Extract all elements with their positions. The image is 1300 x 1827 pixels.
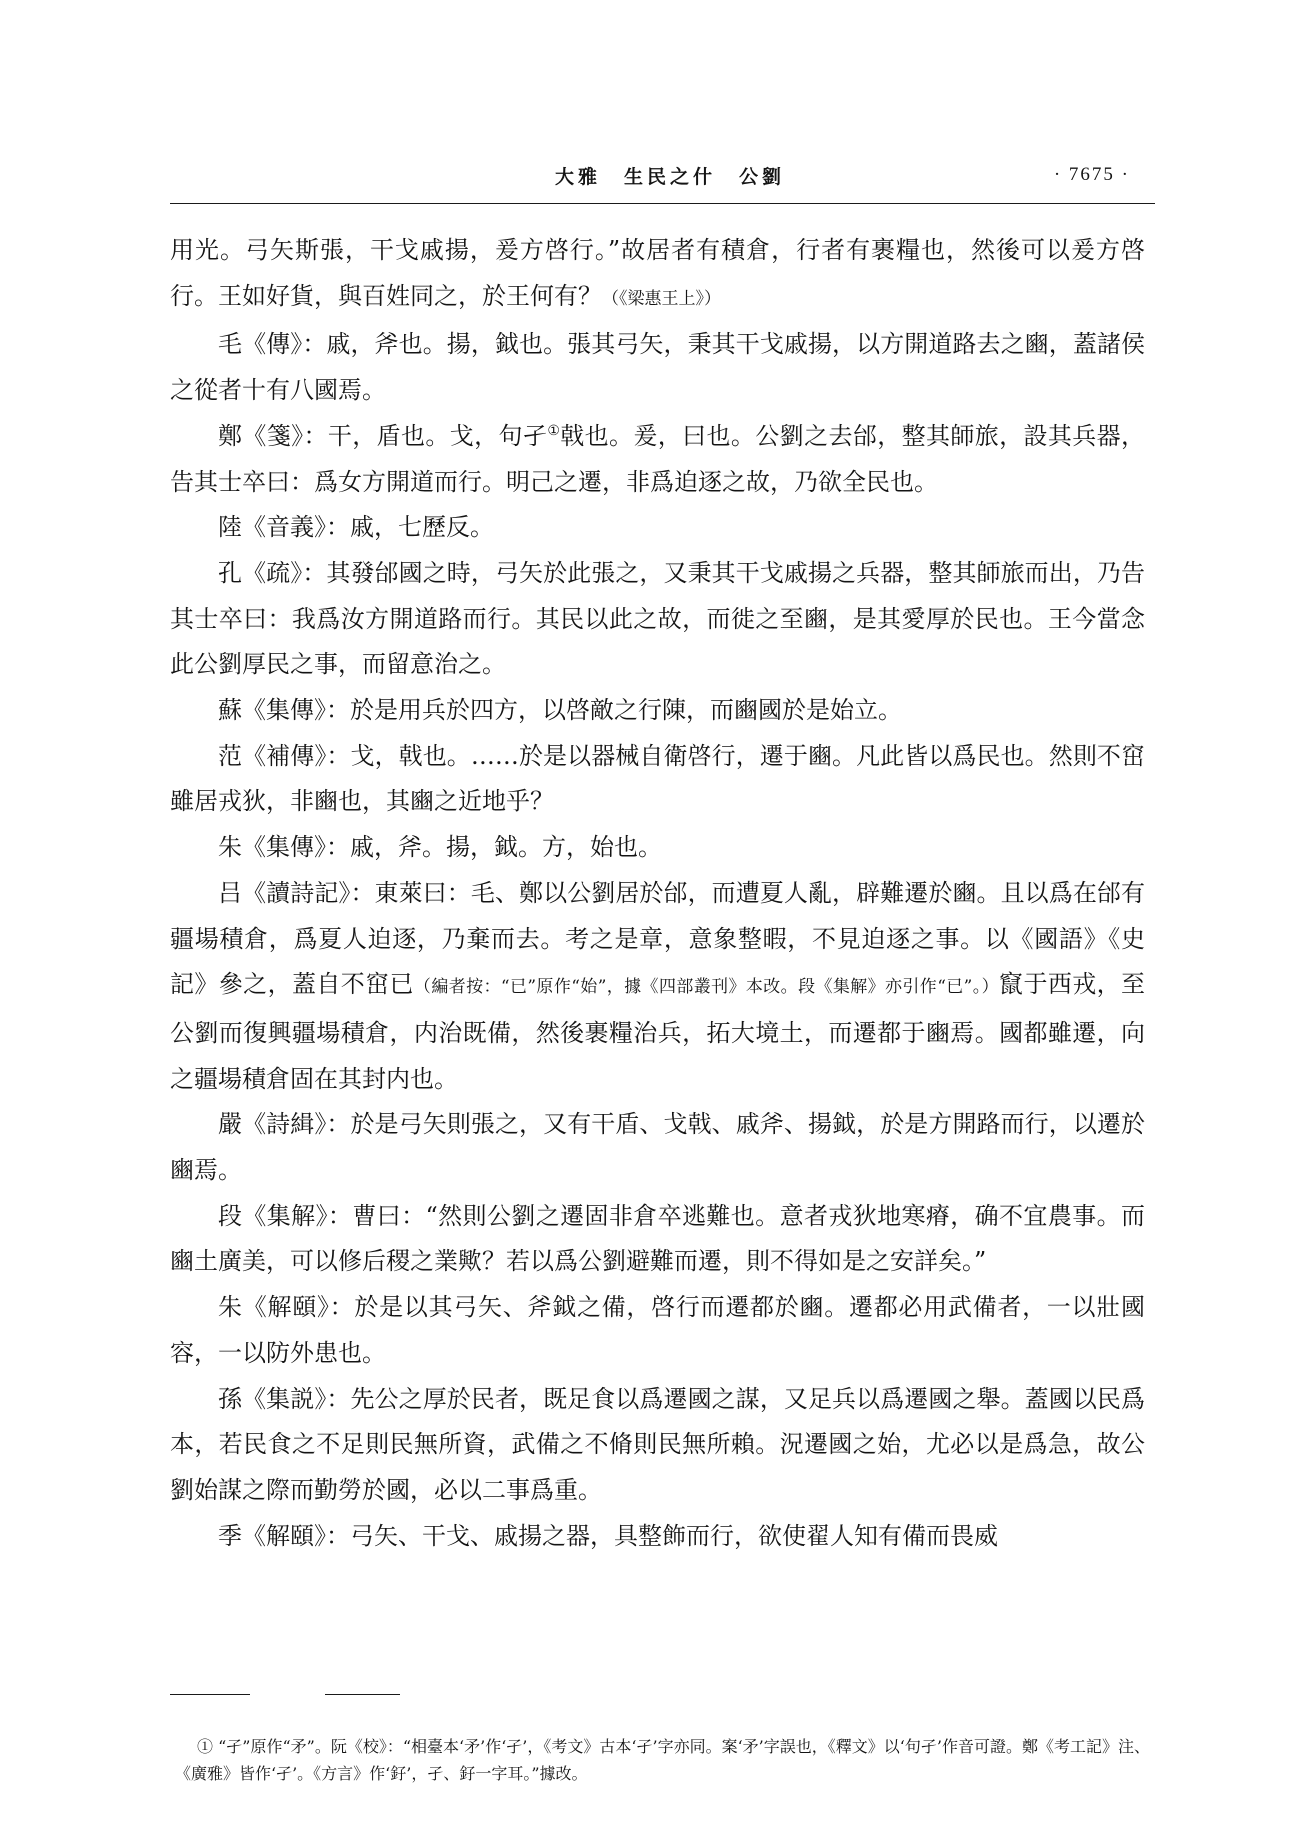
paragraph: 陸《音義》：戚，七歷反。 <box>218 513 494 542</box>
paragraph: 朱《集傳》：戚，斧。揚，鉞。方，始也。 <box>218 833 662 862</box>
paragraph: 孔《疏》：其發邰國之時，弓矢於此張之，又秉其干戈戚揚之兵器，整其師旅而出，乃告其士卒曰：我爲汝方開道路而行。其民以此之故，而徙之至豳，是其愛厚於民也。王今當念此公劉厚民之事，而留意治之。 <box>170 558 1145 679</box>
editor-note: （編者按：“已”原作“始”，據《四部叢刊》本改。段《集解》亦引作“已”。） <box>413 977 1000 998</box>
paragraph-text: 戟也。爰，曰也。公劉之去邰，整其師旅，設其兵器，告其士卒曰：爲女方開道而行。明己之遷，非爲迫逐之故，乃欲全民也。 <box>170 421 1146 496</box>
footnote-text: ① “孑”原作“矛”。阮《校》：“相臺本‘矛’作‘孑’，《考文》古本‘孑’字亦同。案‘矛’字誤也，《釋文》以‘句孑’作音可證。鄭《考工記》注、《廣雅》皆作‘孑’。《方言》作‘釨’，孑、釨一字耳。”據改。 <box>175 1737 1150 1783</box>
header-rule <box>170 203 1155 204</box>
paragraph-text: 用光。弓矢斯張，干戈戚揚，爰方啓行。”故居者有積倉，行者有裹糧也，然後可以爰方啓行。王如好貨，與百姓同之，於王何有？ <box>170 236 1145 310</box>
footnote-marker: ① <box>547 422 561 439</box>
paragraph: 蘇《集傳》：於是用兵於四方，以啓敵之行陳，而豳國於是始立。 <box>218 696 902 725</box>
paragraph: 毛《傳》：戚，斧也。揚，鉞也。張其弓矢，秉其干戈戚揚，以方開道路去之豳，蓋諸侯之從者十有八國焉。 <box>170 330 1145 405</box>
paragraph-text: 鄭《箋》：干，盾也。戈，句孑 <box>218 421 548 450</box>
running-head <box>170 158 1170 198</box>
paragraph: 朱《解頤》：於是以其弓矢、斧鉞之備，啓行而遷都於豳。遷都必用武備者，一以壯國容，一以防外患也。 <box>170 1293 1145 1367</box>
footnote-rule <box>325 1694 400 1695</box>
footnote-rule <box>170 1694 250 1695</box>
paragraph: 嚴《詩緝》：於是弓矢則張之，又有干盾、戈戟、戚斧、揚鉞，於是方開路而行，以遷於豳焉。 <box>170 1110 1145 1185</box>
paragraph <box>170 871 1145 1103</box>
paragraph: 范《補傳》：戈，戟也。……於是以器械自衛啓行，遷于豳。凡此皆以爲民也。然則不窋雖居戎狄，非豳也，其豳之近地乎？ <box>170 741 1145 816</box>
paragraph <box>170 414 1145 505</box>
paragraph-text: 竄于西戎，至公劉而復興疆場積倉，内治既備，然後裹糧治兵，拓大境土，而遷都于豳焉。國都雖遷，向之疆場積倉固在其封内也。 <box>170 970 1146 1093</box>
paragraph <box>170 228 1145 322</box>
running-title: 大雅 生民之什 公劉 <box>554 166 785 188</box>
paragraph-text: 吕《讀詩記》：東萊曰：毛、鄭以公劉居於邰，而遭夏人亂，辟難遷於豳。且以爲在邰有疆場積倉，爲夏人迫逐，乃棄而去。考之是章，意象整暇，不見迫逐之事。以《國語》《史記》參之，蓋自不窋已 <box>170 878 1145 999</box>
paragraph: 孫《集説》：先公之厚於民者，既足食以爲遷國之謀，又足兵以爲遷國之舉。蓋國以民爲本，若民食之不足則民無所資，武備之不脩則民無所賴。況遷國之始，尤必以是爲急，故公劉始謀之際而勤勞於國，必以二事爲重。 <box>170 1384 1145 1504</box>
page-number: · 7675 · <box>1053 164 1130 185</box>
body-text <box>170 228 1145 1559</box>
paragraph: 季《解頤》：弓矢、干戈、戚揚之器，具整飾而行，欲使翟人知有備而畏威 <box>218 1521 998 1550</box>
source-note: （《梁惠王上》） <box>602 288 721 309</box>
footnote <box>175 1733 1150 1787</box>
paragraph: 段《集解》：曹曰：“然則公劉之遷固非倉卒逃難也。意者戎狄地寒瘠，确不宜農事。而豳土廣美，可以修后稷之業歟？若以爲公劉避難而遷，則不得如是之安詳矣。” <box>170 1201 1145 1276</box>
